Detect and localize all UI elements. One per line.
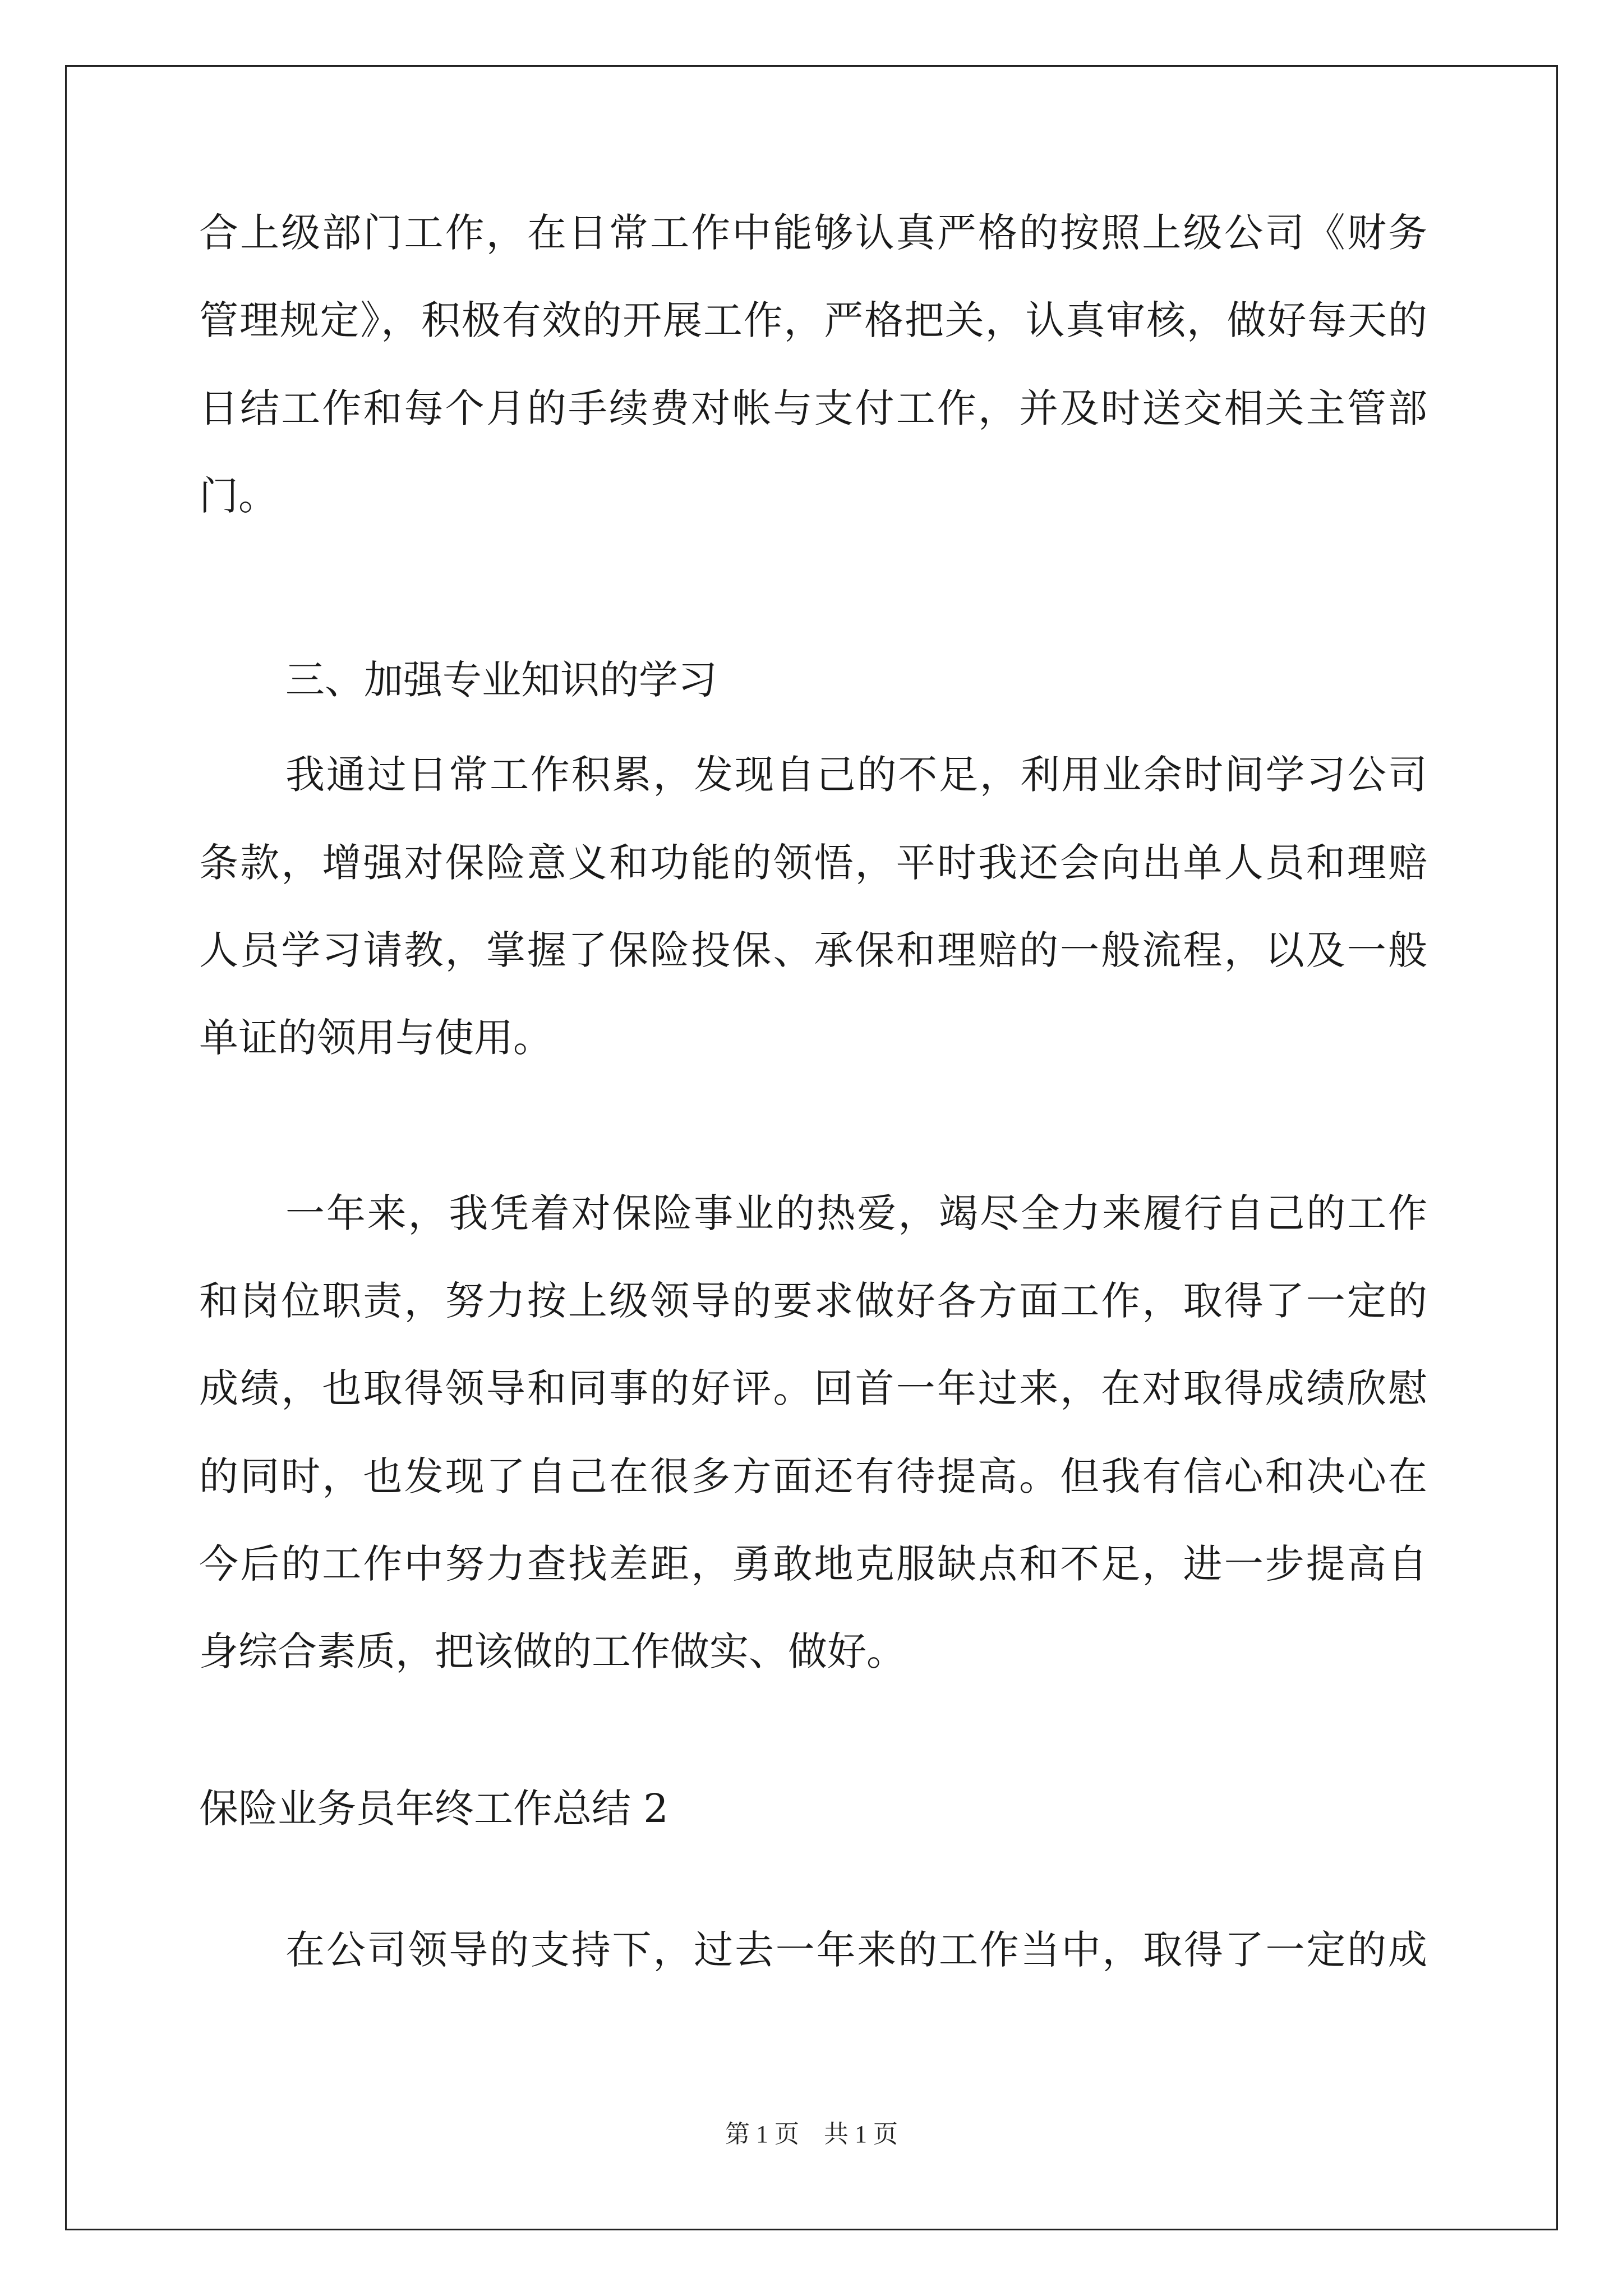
body-line: 管理规定》，积极有效的开展工作，严格把关，认真审核，做好每天的	[199, 297, 1427, 343]
body-line: 单证的领用与使用。	[199, 1015, 552, 1061]
body-line: 我通过日常工作积累，发现自己的不足，利用业余时间学习公司	[285, 752, 1427, 798]
body-line: 日结工作和每个月的手续费对帐与支付工作，并及时送交相关主管部	[199, 385, 1427, 431]
body-line: 人员学习请教，掌握了保险投保、承保和理赔的一般流程，以及一般	[199, 927, 1427, 973]
page-number: 第 1 页 共 1 页	[725, 2120, 898, 2148]
body-line: 条款，增强对保险意义和功能的领悟，平时我还会向出单人员和理赔	[199, 840, 1427, 886]
body-line: 合上级部门工作，在日常工作中能够认真严格的按照上级公司《财务	[199, 210, 1427, 256]
body-line: 今后的工作中努力查找差距，勇敢地克服缺点和不足，进一步提高自	[199, 1541, 1427, 1587]
body-line: 成绩，也取得领导和同事的好评。回首一年过来，在对取得成绩欣慰	[199, 1365, 1427, 1411]
body-line: 身综合素质，把该做的工作做实、做好。	[199, 1628, 906, 1674]
body-line: 在公司领导的支持下，过去一年来的工作当中，取得了一定的成	[285, 1927, 1427, 1973]
section-heading: 三、加强专业知识的学习	[285, 657, 717, 703]
body-line: 一年来，我凭着对保险事业的热爱，竭尽全力来履行自己的工作	[285, 1190, 1427, 1236]
body-line: 的同时，也发现了自己在很多方面还有待提高。但我有信心和决心在	[199, 1453, 1427, 1499]
body-line: 门。	[199, 473, 278, 519]
section-title: 保险业务员年终工作总结 2	[199, 1786, 668, 1832]
body-line: 和岗位职责，努力按上级领导的要求做好各方面工作，取得了一定的	[199, 1278, 1427, 1324]
